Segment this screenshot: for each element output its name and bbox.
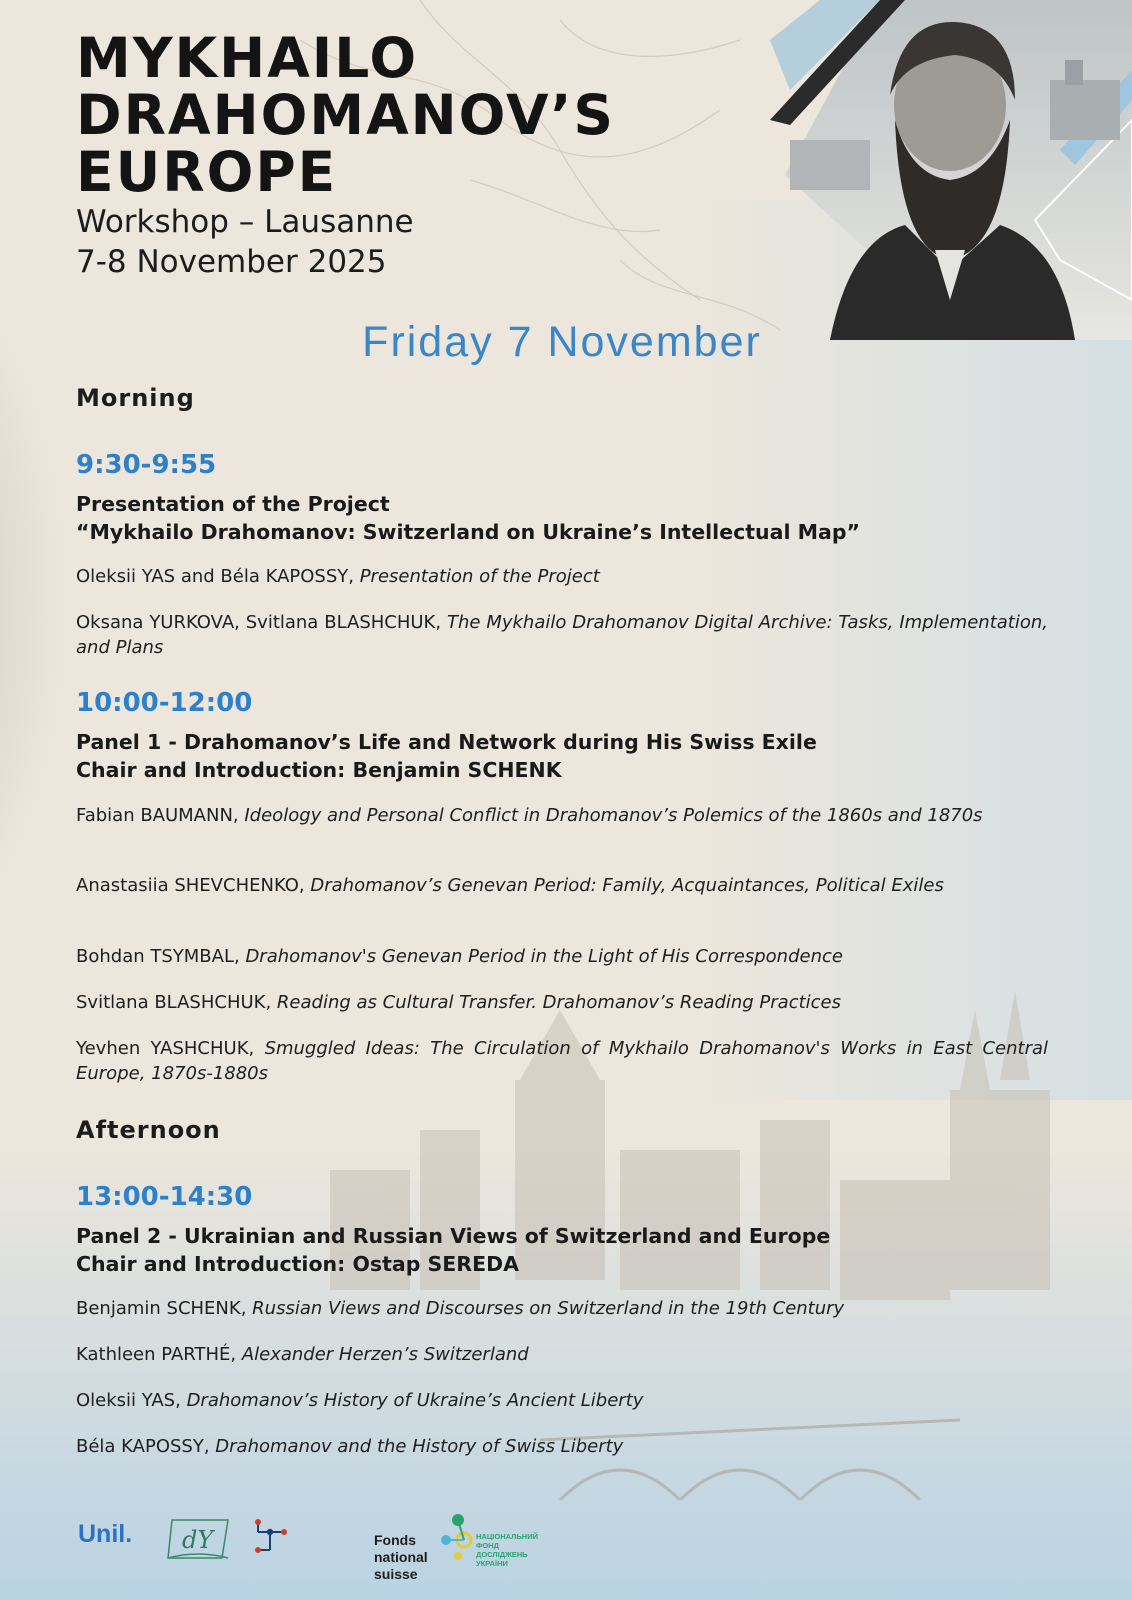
- monogram-logo: [164, 1512, 236, 1562]
- fns-line-1: Fonds national: [374, 1532, 428, 1565]
- nfdu-logo-text: [476, 1532, 538, 1568]
- monogram-text: dY: [182, 1526, 214, 1554]
- talk-item: [76, 1036, 1048, 1086]
- session-subtitle: “Mykhailo Drahomanov: Switzerland on Ukraine’s Intellectual Map”: [76, 520, 861, 544]
- nfdu-line-3: УКРАЇНИ: [476, 1559, 508, 1568]
- talk-item: [76, 1296, 1048, 1321]
- talk-speaker: Oleksii YAS,: [76, 1390, 187, 1411]
- afternoon-heading: Afternoon: [76, 1116, 221, 1144]
- talk-item: [76, 1388, 1048, 1413]
- event-subtitle-dates: 7-8 November 2025: [76, 244, 387, 280]
- session-time: 13:00-14:30: [76, 1182, 253, 1212]
- talk-title: Ideology and Personal Conflict in Drahomanov’s Polemics of the 1860s and 1870s: [244, 805, 983, 826]
- session-chair: Chair and Introduction: Benjamin SCHENK: [76, 758, 562, 782]
- talk-speaker: Béla KAPOSSY,: [76, 1436, 216, 1457]
- session-time: 10:00-12:00: [76, 688, 253, 718]
- talk-title: Alexander Herzen’s Switzerland: [241, 1344, 529, 1365]
- morning-heading: Morning: [76, 384, 195, 412]
- session-title: Presentation of the Project: [76, 492, 390, 516]
- session-title: Panel 1 - Drahomanov’s Life and Network during His Swiss Exile: [76, 730, 817, 754]
- talk-item: [76, 990, 1048, 1015]
- talk-item: [76, 944, 1048, 969]
- event-title: [76, 26, 616, 204]
- fns-logo-text: [374, 1532, 428, 1583]
- title-line-1: MYKHAILO: [76, 26, 419, 90]
- talk-speaker: Oleksii YAS and Béla KAPOSSY,: [76, 566, 360, 587]
- talk-title: Presentation of the Project: [359, 566, 600, 587]
- talk-title: The Mykhailo Drahomanov Digital Archive: Tasks, Implementation, and Plans: [76, 612, 1048, 658]
- nfdu-line-2: ФОНД ДОСЛІДЖЕНЬ: [476, 1541, 528, 1559]
- talk-speaker: Fabian BAUMANN,: [76, 805, 245, 826]
- unil-logo: Unil.: [78, 1520, 133, 1548]
- talk-item: [76, 873, 1048, 898]
- talk-title: Smuggled Ideas: The Circulation of Mykhailo Drahomanov's Works in East Central Europe, 1870s-1880s: [76, 1038, 1048, 1084]
- title-line-2: DRAHOMANOV’S: [76, 83, 616, 147]
- talk-item: [76, 1342, 1048, 1367]
- talk-item: [76, 564, 1048, 589]
- day-heading: Friday 7 November: [362, 318, 762, 366]
- nfdu-line-1: НАЦІОНАЛЬНИЙ: [476, 1532, 539, 1541]
- session-chair: Chair and Introduction: Ostap SEREDA: [76, 1252, 519, 1276]
- talk-title: Russian Views and Discourses on Switzerland in the 19th Century: [252, 1298, 845, 1319]
- talk-item: [76, 1434, 1048, 1459]
- talk-title: Drahomanov and the History of Swiss Liberty: [215, 1436, 624, 1457]
- talk-title: Drahomanov’s History of Ukraine’s Ancient Liberty: [186, 1390, 644, 1411]
- talk-speaker: Benjamin SCHENK,: [76, 1298, 253, 1319]
- talk-speaker: Oksana YURKOVA, Svitlana BLASHCHUK,: [76, 612, 447, 633]
- talk-speaker: Kathleen PARTHÉ,: [76, 1344, 242, 1365]
- talk-title: Reading as Cultural Transfer. Drahomanov’s Reading Practices: [276, 992, 842, 1013]
- session-time: 9:30-9:55: [76, 450, 217, 480]
- fns-line-2: suisse: [374, 1566, 418, 1582]
- talk-speaker: Svitlana BLASHCHUK,: [76, 992, 277, 1013]
- event-subtitle-location: Workshop – Lausanne: [76, 204, 414, 240]
- talk-title: Drahomanov’s Genevan Period: Family, Acquaintances, Political Exiles: [310, 875, 944, 896]
- title-line-3: EUROPE: [76, 140, 338, 204]
- talk-speaker: Anastasiia SHEVCHENKO,: [76, 875, 311, 896]
- talk-title: Drahomanov's Genevan Period in the Light of His Correspondence: [245, 946, 843, 967]
- nfdu-icon: [436, 1506, 476, 1564]
- talk-item: [76, 610, 1048, 660]
- talk-item: [76, 803, 1048, 828]
- talk-speaker: Bohdan TSYMBAL,: [76, 946, 246, 967]
- fns-icon: [250, 1514, 298, 1562]
- session-title: Panel 2 - Ukrainian and Russian Views of Switzerland and Europe: [76, 1224, 831, 1248]
- talk-speaker: Yevhen YASHCHUK,: [76, 1038, 265, 1059]
